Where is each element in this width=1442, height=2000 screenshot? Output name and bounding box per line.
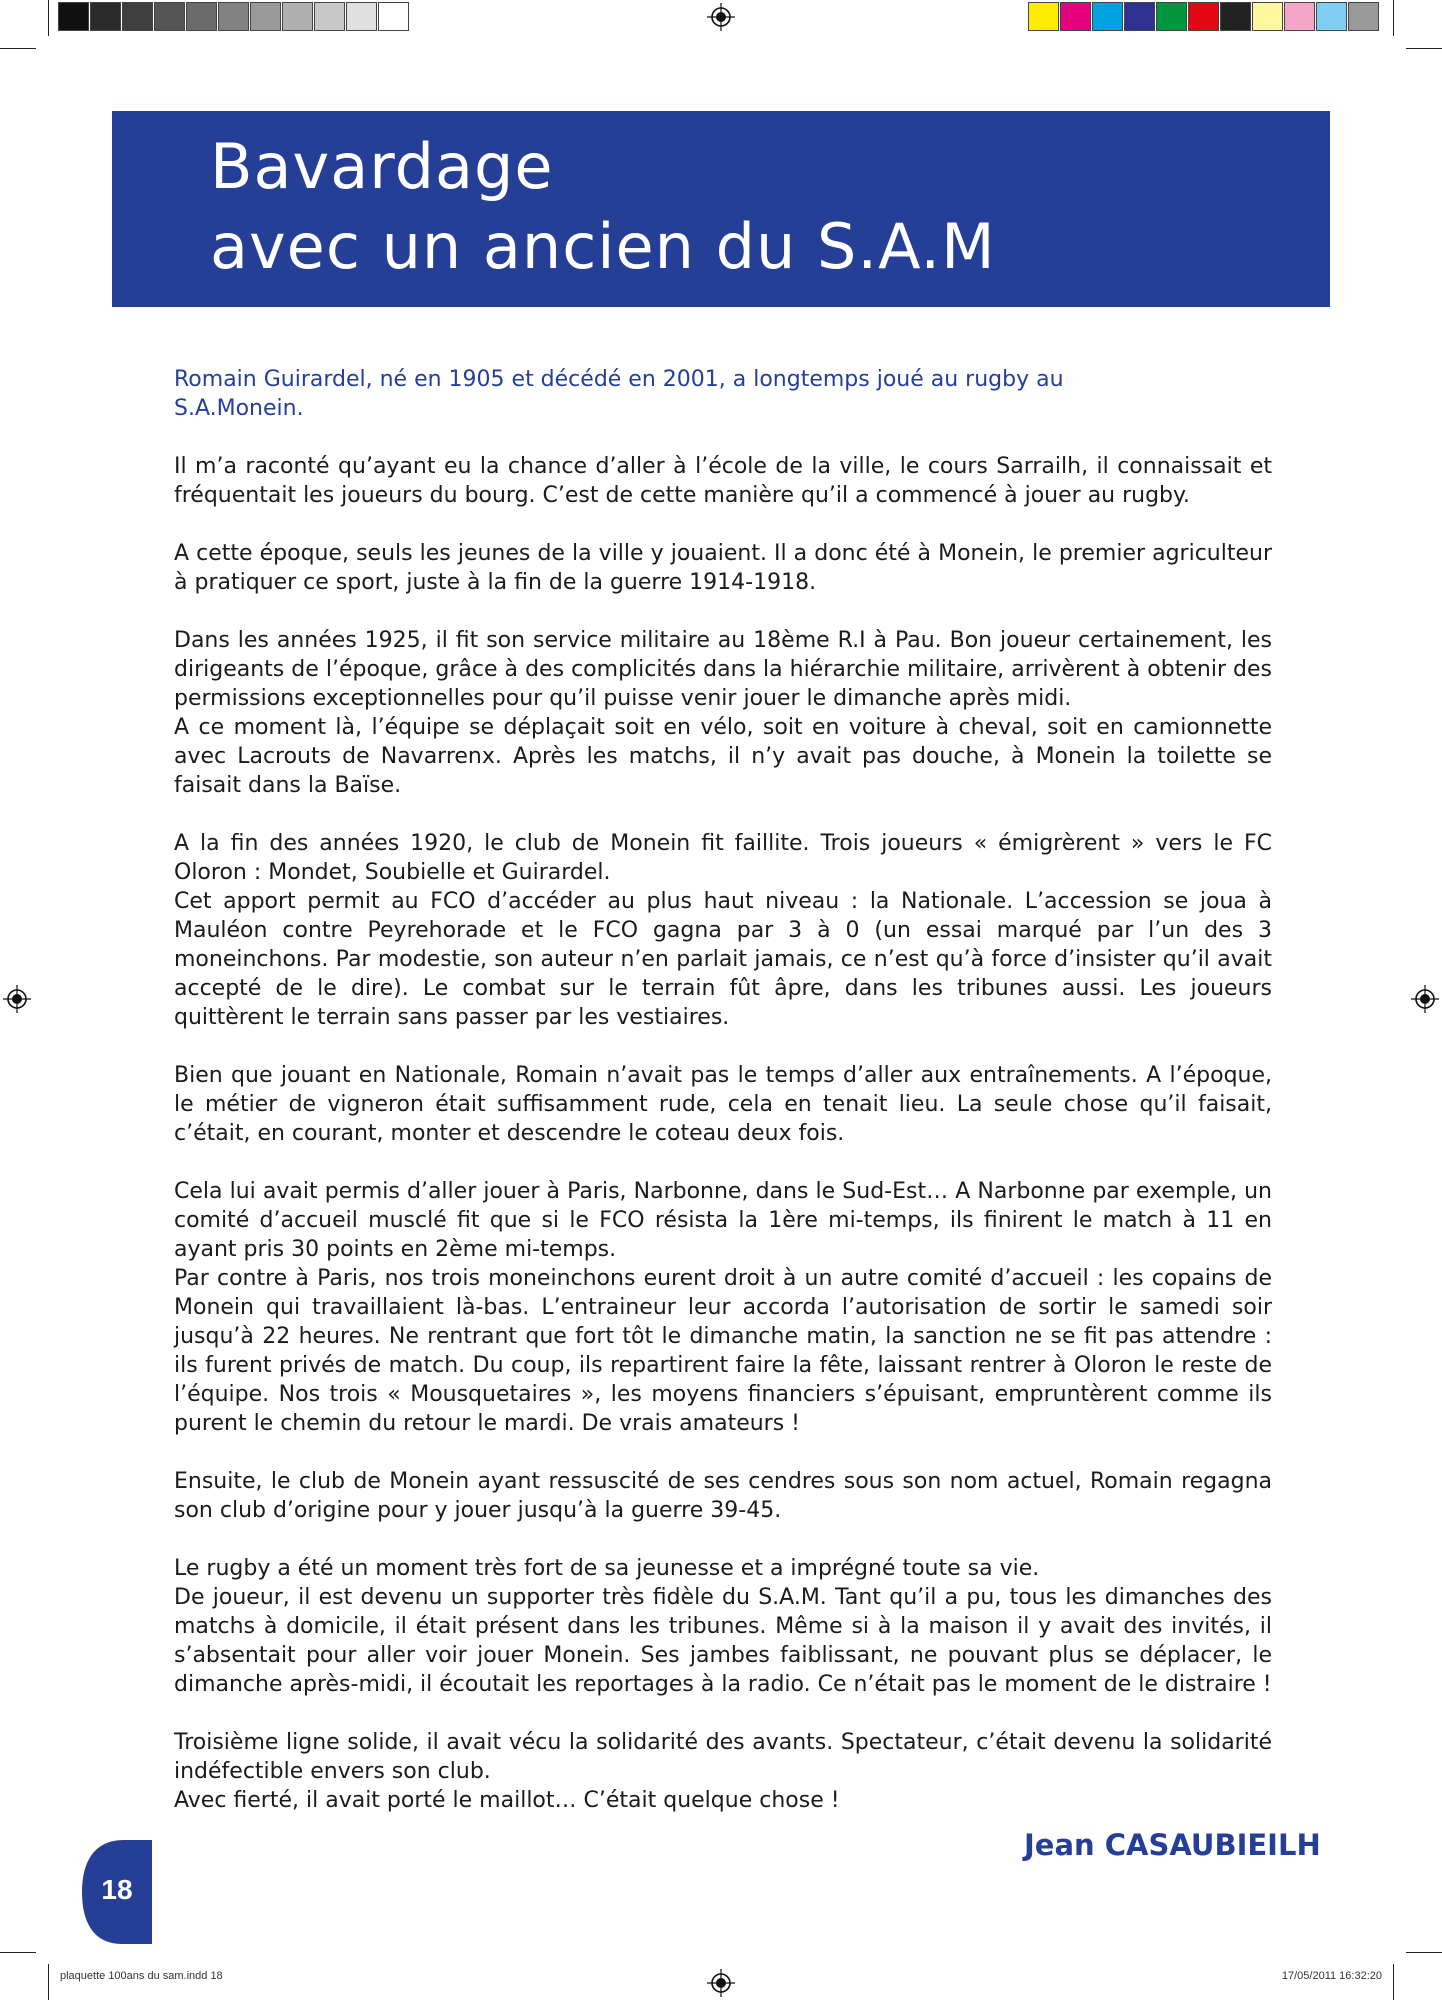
calibration-swatch — [1092, 2, 1123, 31]
calibration-swatch — [1348, 2, 1379, 31]
title-banner — [112, 111, 1330, 307]
article-paragraph: Troisième ligne solide, il avait vécu la solidarité des avants. Spectateur, c’était devenu la solidarité indéfectible envers son club. — [174, 1730, 1272, 1784]
article-paragraph: Cet apport permit au FCO d’accéder au plus haut niveau : la Nationale. L’accession se joua à Mauléon contre Peyrehorade et le FCO gagna par 3 à 0 (un essai marqué par l’un des 3 moneinchons. Par modestie, son auteur n’en parlait jamais, ce n’est qu’à force d’insister qu’il avait accepté de le dire). Le combat sur le terrain fût âpre, dans les tribunes aussi. Les joueurs quittèrent le terrain sans passer par les vestiaires. — [174, 889, 1272, 1030]
calibration-swatch — [378, 2, 409, 31]
calibration-swatch — [90, 2, 121, 31]
article-paragraph: De joueur, il est devenu un supporter très fidèle du S.A.M. Tant qu’il a pu, tous les dimanches des matchs à domicile, il était présent dans les tribunes. Même si à la maison il y avait des invités, il s’absentait pour aller voir jouer Monein. Ses jambes faiblissant, ne pouvant plus se déplacer, le dimanche après-midi, il écoutait les reportages à la radio. Ce n’était pas le moment de le distraire ! — [174, 1585, 1272, 1697]
crop-mark — [1393, 1964, 1394, 2000]
calibration-swatch — [1316, 2, 1347, 31]
color-calibration-bar — [1028, 2, 1380, 33]
calibration-swatch — [1220, 2, 1251, 31]
crop-mark — [0, 48, 36, 49]
article-paragraph: Ensuite, le club de Monein ayant ressuscité de ses cendres sous son nom actuel, Romain regagna son club d’origine pour y jouer jusqu’à la guerre 39-45. — [174, 1469, 1272, 1523]
title-line-1: Bavardage — [210, 130, 554, 203]
calibration-swatch — [346, 2, 377, 31]
registration-mark-icon — [707, 1969, 735, 1997]
crop-mark — [48, 0, 49, 36]
calibration-swatch — [250, 2, 281, 31]
calibration-swatch — [154, 2, 185, 31]
grayscale-calibration-bar — [58, 2, 410, 33]
article-paragraph: Dans les années 1925, il fit son service militaire au 18ème R.I à Pau. Bon joueur certainement, les dirigeants de l’époque, grâce à des complicités dans la hiérarchie militaire, arrivèrent à obtenir des permissions exceptionnelles pour qu’il puisse venir jouer le dimanche après midi. — [174, 628, 1272, 711]
article-paragraph: Cela lui avait permis d’aller jouer à Paris, Narbonne, dans le Sud-Est… A Narbonne par exemple, un comité d’accueil musclé fit que si le FCO résista la 1ère mi-temps, ils finirent le match à 11 en ayant pris 30 points en 2ème mi-temps. — [174, 1179, 1272, 1262]
calibration-swatch — [218, 2, 249, 31]
article-paragraph: A cette époque, seuls les jeunes de la ville y jouaient. Il a donc été à Monein, le premier agriculteur à pratiquer ce sport, juste à la fin de la guerre 1914-1918. — [174, 541, 1272, 595]
calibration-swatch — [1252, 2, 1283, 31]
article-paragraph: Le rugby a été un moment très fort de sa jeunesse et a imprégné toute sa vie. — [174, 1556, 1040, 1581]
file-slug: plaquette 100ans du sam.indd 18 — [60, 1970, 223, 1982]
calibration-swatch — [1188, 2, 1219, 31]
crop-mark — [48, 1964, 49, 2000]
crop-mark — [1406, 48, 1442, 49]
calibration-swatch — [314, 2, 345, 31]
page-title — [210, 127, 996, 287]
title-line-2: avec un ancien du S.A.M — [210, 210, 996, 283]
page-number-badge — [82, 1840, 152, 1944]
calibration-swatch — [1060, 2, 1091, 31]
article-paragraph: A ce moment là, l’équipe se déplaçait soit en vélo, soit en voiture à cheval, soit en camionnette avec Lacrouts de Navarrenx. Après les matchs, il n’y avait pas douche, à Monein la toilette se faisait dans la Baïse. — [174, 715, 1272, 798]
registration-mark-icon — [3, 985, 31, 1013]
article-paragraph: Avec fierté, il avait porté le maillot… C’était quelque chose ! — [174, 1788, 840, 1813]
calibration-swatch — [186, 2, 217, 31]
article-intro: Romain Guirardel, né en 1905 et décédé en 2001, a longtemps joué au rugby au S.A.Monein. — [174, 367, 1064, 421]
article-author: Jean CASAUBIEILH — [1024, 1828, 1321, 1862]
article-paragraph: A la fin des années 1920, le club de Monein fit faillite. Trois joueurs « émigrèrent » vers le FC Oloron : Mondet, Soubielle et Guirardel. — [174, 831, 1272, 885]
calibration-swatch — [1156, 2, 1187, 31]
calibration-swatch — [1124, 2, 1155, 31]
registration-mark-icon — [707, 3, 735, 31]
registration-mark-icon — [1411, 985, 1439, 1013]
calibration-swatch — [282, 2, 313, 31]
article-paragraph: Bien que jouant en Nationale, Romain n’avait pas le temps d’aller aux entraînements. A l’époque, le métier de vigneron était suffisamment rude, cela en tenait lieu. La seule chose qu’il faisait, c’était, en courant, monter et descendre le coteau deux fois. — [174, 1063, 1272, 1146]
calibration-swatch — [58, 2, 89, 31]
calibration-swatch — [122, 2, 153, 31]
article-paragraph: Il m’a raconté qu’ayant eu la chance d’aller à l’école de la ville, le cours Sarrailh, il connaissait et fréquentait les joueurs du bourg. C’est de cette manière qu’il a commencé à jouer au rugby. — [174, 454, 1272, 508]
crop-mark — [1406, 1952, 1442, 1953]
page-number: 18 — [101, 1874, 133, 1905]
article-paragraph: Par contre à Paris, nos trois moneinchons eurent droit à un autre comité d’accueil : les copains de Monein qui travaillaient là-bas. L’entraineur leur accorda l’autorisation de sortir le samedi soir jusqu’à 22 heures. Ne rentrant que fort tôt le dimanche matin, la sanction ne se fit pas attendre : ils furent privés de match. Du coup, ils repartirent faire la fête, laissant rentrer à Oloron le reste de l’équipe. Nos trois « Mousquetaires », les moyens financiers s’épuisant, empruntèrent comme ils purent le chemin du retour le mardi. De vrais amateurs ! — [174, 1266, 1272, 1436]
crop-mark — [0, 1952, 36, 1953]
date-slug: 17/05/2011 16:32:20 — [1281, 1970, 1382, 1982]
calibration-swatch — [1028, 2, 1059, 31]
article-body — [174, 365, 1272, 1815]
crop-mark — [1393, 0, 1394, 36]
calibration-swatch — [1284, 2, 1315, 31]
